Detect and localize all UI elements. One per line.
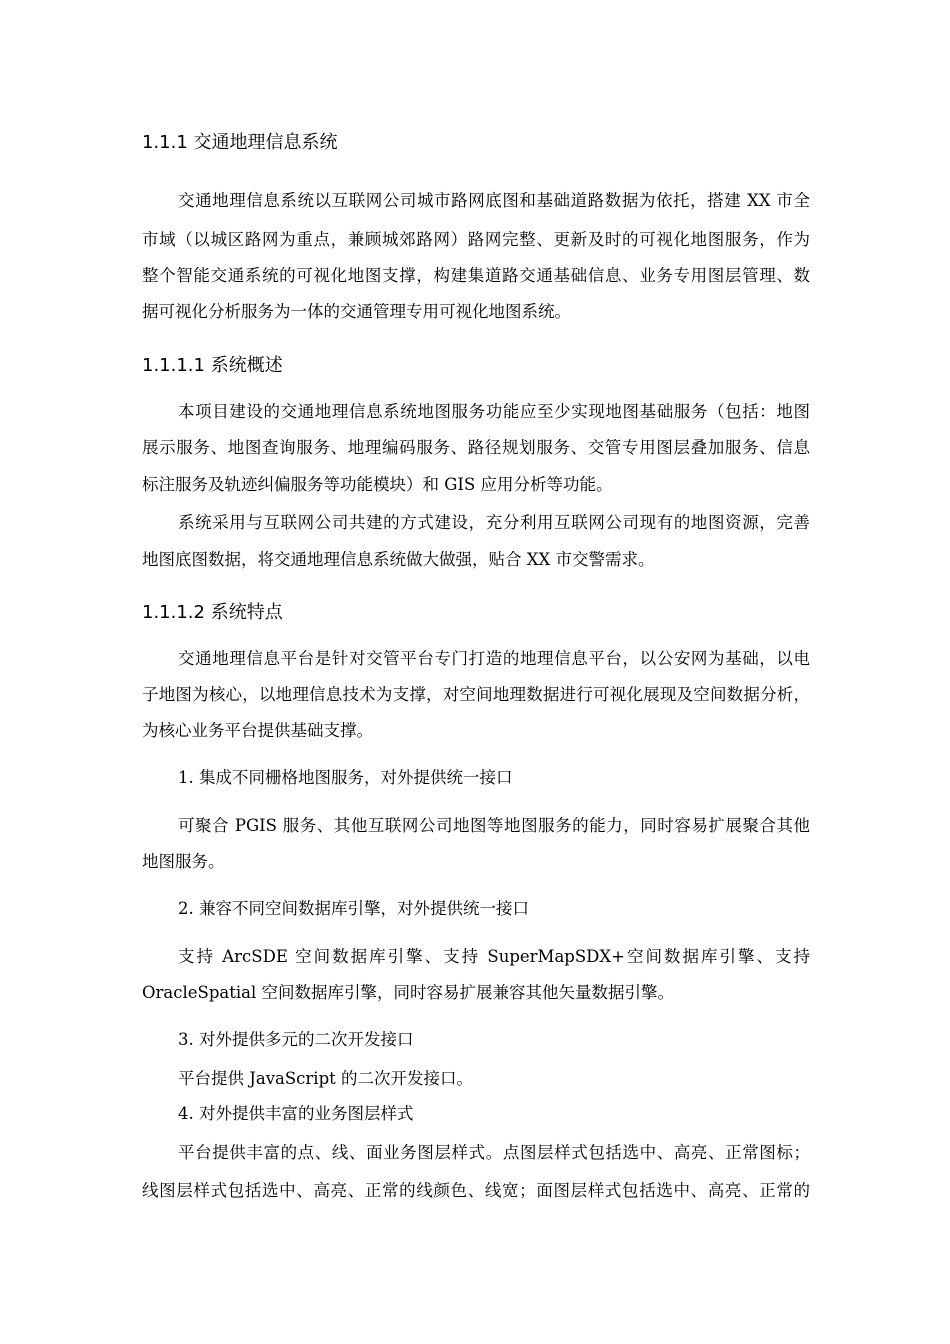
paragraph-line: 可聚合 PGIS 服务、其他互联网公司地图等地图服务的能力，同时容易扩展聚合其他: [178, 816, 810, 835]
paragraph-line: 交通地理信息平台是针对交管平台专门打造的地理信息平台，以公安网为基础，以电: [178, 649, 810, 668]
paragraph-line: 展示服务、地图查询服务、地理编码服务、路径规划服务、交管专用图层叠加服务、信息: [142, 438, 810, 457]
list-item-title: 3. 对外提供多元的二次开发接口: [178, 1030, 414, 1049]
paragraph-line: 本项目建设的交通地理信息系统地图服务功能应至少实现地图基础服务（包括：地图: [178, 402, 810, 421]
paragraph-line: 据可视化分析服务为一体的交通管理专用可视化地图系统。: [142, 302, 571, 321]
section-heading-1-1-1-2: 1.1.1.2 系统特点: [142, 602, 283, 623]
paragraph-line: 为核心业务平台提供基础支撑。: [142, 721, 373, 740]
paragraph-line: 整个智能交通系统的可视化地图支撑，构建集道路交通基础信息、业务专用图层管理、数: [142, 266, 810, 285]
section-heading-1-1-1-1: 1.1.1.1 系统概述: [142, 355, 283, 376]
paragraph-line: 标注服务及轨迹纠偏服务等功能模块）和 GIS 应用分析等功能。: [142, 475, 613, 494]
paragraph-line: 子地图为核心，以地理信息技术为支撑，对空间地理数据进行可视化展现及空间数据分析，: [142, 685, 810, 704]
paragraph-line: 线图层样式包括选中、高亮、正常的线颜色、线宽；面图层样式包括选中、高亮、正常的: [142, 1181, 810, 1200]
paragraph-line: 地图底图数据，将交通地理信息系统做大做强，贴合 XX 市交警需求。: [142, 550, 655, 569]
list-item-title: 1. 集成不同栅格地图服务，对外提供统一接口: [178, 768, 513, 787]
paragraph-line: 支持 ArcSDE 空间数据库引擎、支持 SuperMapSDX+空间数据库引擎、支持: [178, 947, 810, 966]
paragraph-line: 交通地理信息系统以互联网公司城市路网底图和基础道路数据为依托，搭建 XX 市全: [178, 191, 810, 210]
list-item-title: 2. 兼容不同空间数据库引擎，对外提供统一接口: [178, 899, 529, 918]
list-item-title: 4. 对外提供丰富的业务图层样式: [178, 1104, 414, 1123]
paragraph-line: 平台提供丰富的点、线、面业务图层样式。点图层样式包括选中、高亮、正常图标；: [178, 1143, 810, 1162]
section-heading-1-1-1: 1.1.1 交通地理信息系统: [142, 132, 338, 153]
paragraph-line: 系统采用与互联网公司共建的方式建设，充分利用互联网公司现有的地图资源，完善: [178, 513, 810, 532]
paragraph-line: 地图服务。: [142, 852, 225, 871]
paragraph-line: 平台提供 JavaScript 的二次开发接口。: [178, 1069, 474, 1088]
paragraph-line: OracleSpatial 空间数据库引擎，同时容易扩展兼容其他矢量数据引擎。: [142, 983, 675, 1002]
paragraph-line: 市域（以城区路网为重点，兼顾城郊路网）路网完整、更新及时的可视化地图服务，作为: [142, 230, 810, 249]
